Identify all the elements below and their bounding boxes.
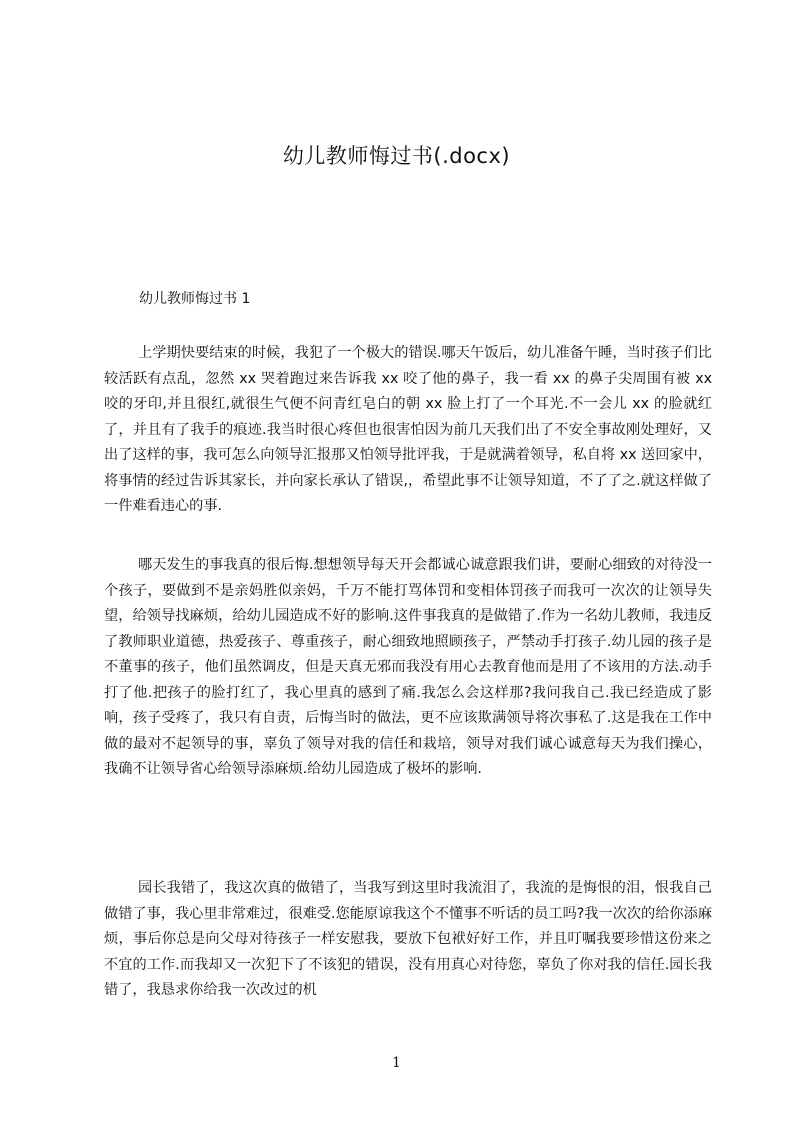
document-title: 幼儿教师悔过书(.docx) [282,144,511,168]
body-paragraph: 园长我错了，我这次真的做错了，当我写到这里时我流泪了，我流的是悔恨的泪，恨我自己做错了事，我心里非常难过，很难受.您能原谅我这个不懂事不听话的员工吗?我一次次的给你添麻烦，事后你总是向父母对待孩子一样安慰我，要放下包袱好好工作，并且叮嘱我要珍惜这份来之不宜的工作.而我却又一次犯下了不该犯的错误，没有用真心对待您，辜负了你对我的信任.园长我错了，我恳求你给我一次改过的机 [104,880,712,998]
body-paragraph: 上学期快要结束的时候，我犯了一个极大的错误.哪天午饭后，幼儿准备午睡，当时孩子们比较活跃有点乱，忽然 xx 哭着跑过来告诉我 xx 咬了他的鼻子，我一看 xx 的鼻子尖周围有被 xx 咬的牙印,并且很红,就很生气便不问青红皂白的朝 xx 脸上打了一个耳光.不一会儿 xx 的脸就红了，并且有了我手的痕迹.我当时很心疼但也很害怕因为前几天我们出了不安全事故刚处理好，又出了这样的事，我可怎么向领导汇报那又怕领导批评我，于是就满着领导，私自将 xx 送回家中，将事情的经过告诉其家长，并向家长承认了错误,，希望此事不让领导知道，不了了之.就这样做了一件难看违心的事. [104,345,712,514]
section-heading: 幼儿教师悔过书 1 [139,291,251,307]
page-number: 1 [392,1055,401,1071]
body-paragraph: 哪天发生的事我真的很后悔.想想领导每天开会都诚心诚意跟我们讲，要耐心细致的对待没一个孩子，要做到不是亲妈胜似亲妈，千万不能打骂体罚和变相体罚孩子而我可一次次的让领导失望，给领导找麻烦，给幼儿园造成不好的影响.这件事我真的是做错了.作为一名幼儿教师，我违反了教师职业道德，热爱孩子、尊重孩子，耐心细致地照顾孩子，严禁动手打孩子.幼儿园的孩子是不董事的孩子，他们虽然调皮，但是天真无邪而我没有用心去教育他而是用了不该用的方法.动手打了他.把孩子的脸打红了，我心里真的感到了痛.我怎么会这样那?我问我自己.我已经造成了影响，孩子受疼了，我只有自责，后悔当时的做法，更不应该欺满领导将次事私了.这是我在工作中做的最对不起领导的事，辜负了领导对我的信任和栽培，领导对我们诚心诚意每天为我们操心，我确不让领导省心给领导添麻烦.给幼儿园造成了极坏的影响. [104,557,712,777]
